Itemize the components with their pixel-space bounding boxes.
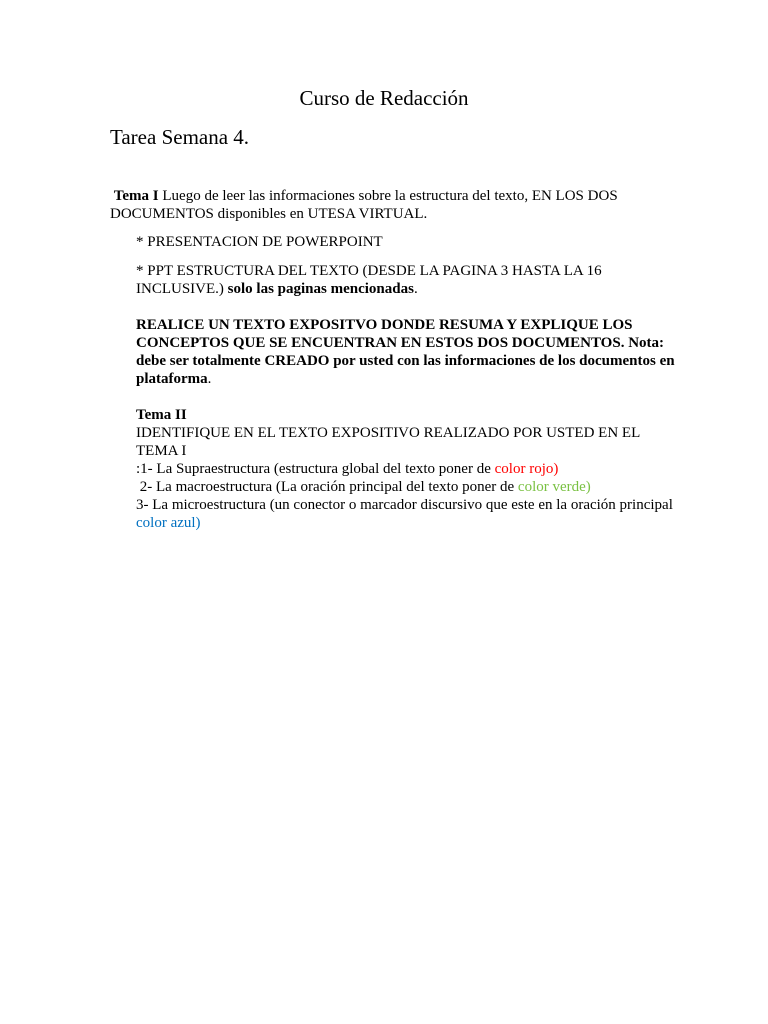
- tema1-text: Luego de leer las informaciones sobre la estructura del texto, EN LOS DOS DOCUMENTOS disponibles en UTESA VIRTUAL.: [110, 188, 618, 222]
- document-title: Curso de Redacción: [299, 86, 469, 110]
- tema2-instruction: IDENTIFIQUE EN EL TEXTO EXPOSITIVO REALIZADO POR USTED EN EL TEMA I: [136, 425, 640, 459]
- instruction-text: REALICE UN TEXTO EXPOSITVO DONDE RESUMA Y EXPLIQUE LOS CONCEPTOS QUE SE ENCUENTRAN EN ESTOS DOS DOCUMENTOS.: [136, 317, 633, 351]
- item1-text: :1- La Supraestructura (estructura global del texto poner de: [136, 461, 495, 477]
- item2-text: 2- La macroestructura (La oración principal del texto poner de: [136, 479, 518, 495]
- tema2-item-3: [136, 496, 676, 532]
- item1-color-label: color rojo): [494, 461, 559, 477]
- note-end: .: [207, 371, 212, 387]
- tema1-paragraph: [110, 187, 670, 223]
- bullet2-text: * PPT ESTRUCTURA DEL TEXTO (DESDE LA PAGINA 3 HASTA LA 16 INCLUSIVE.): [136, 263, 602, 297]
- instruction-block: [136, 316, 676, 388]
- bullet2-bold: solo las paginas mencionadas: [227, 281, 414, 297]
- item3-text: 3- La microestructura (un conector o marcador discursivo que este en la oración principal: [136, 497, 673, 513]
- note-text: Nota: debe ser totalmente CREADO por usted con las informaciones de los documentos en plataforma: [136, 335, 675, 387]
- tema1-label: Tema I: [113, 188, 159, 204]
- item3-color-label: color azul): [136, 515, 201, 531]
- tema2-label: Tema II: [136, 407, 187, 423]
- tema2-item-1: [136, 460, 676, 478]
- tema2-section: [136, 406, 676, 532]
- item2-color-label: color verde): [517, 479, 591, 495]
- tema2-item-2: [136, 478, 676, 496]
- bullet-ppt-estructura: [136, 262, 676, 298]
- bullet-powerpoint: * PRESENTACION DE POWERPOINT: [136, 234, 383, 250]
- bullet2-end: .: [413, 281, 418, 297]
- document-subtitle: Tarea Semana 4.: [110, 125, 250, 149]
